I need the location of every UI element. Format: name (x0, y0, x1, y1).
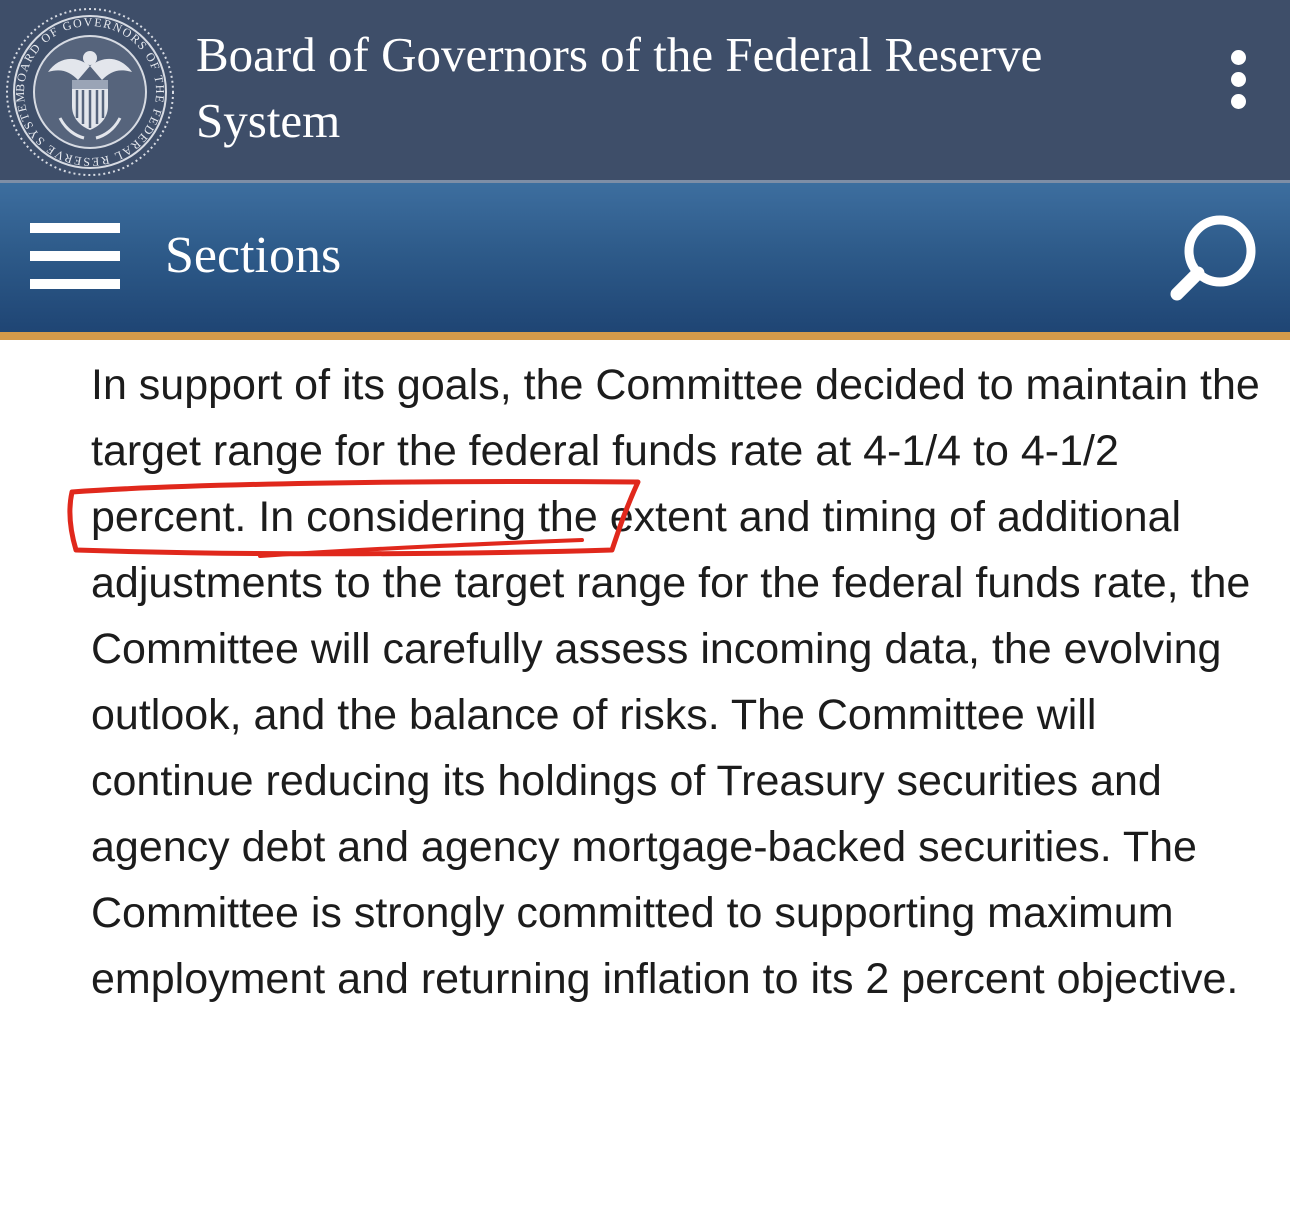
seal-ring-text: BOARD OF GOVERNORS OF THE FEDERAL RESERVE SYSTEM (12, 14, 168, 170)
sections-menu-label[interactable]: Sections (165, 227, 342, 284)
site-title[interactable]: Board of Governors of the Federal Reserve System (196, 27, 1043, 148)
highlighted-rate-text: at 4-1/4 to 4-1/2 percent. (91, 427, 1119, 541)
statement-text-before: In support of its goals, the Committee decided to maintain the target range for the federal funds rate (91, 361, 1260, 475)
sections-nav-bar (0, 183, 1290, 332)
hamburger-icon[interactable] (30, 223, 120, 289)
statement-paragraph (91, 352, 1261, 1012)
vertical-ellipsis-icon[interactable] (1218, 50, 1258, 130)
search-icon[interactable] (1165, 211, 1265, 306)
statement-text-after: In considering the extent and timing of additional adjustments to the target range for the federal funds rate, the Committee will carefully assess incoming data, the evolving outlook, and the balance of risks. The Committee will continue reducing its holdings of Treasury securities and agency debt and agency mortgage-backed securities. The Committee is strongly committed to supporting maximum employment and returning inflation to its 2 percent objective. (91, 493, 1251, 1003)
accent-stripe (0, 332, 1290, 340)
site-header (0, 0, 1290, 180)
federal-reserve-seal-icon[interactable] (4, 6, 176, 178)
